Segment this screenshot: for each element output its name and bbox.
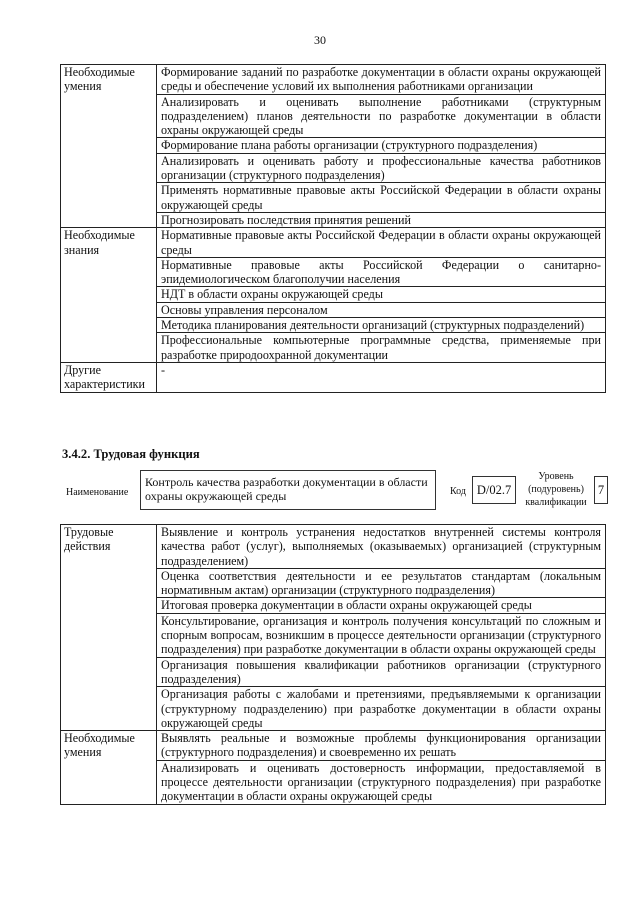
requirement-category-label: Другие характеристики [61, 362, 157, 392]
page-number: 30 [314, 33, 326, 47]
function-table [60, 524, 606, 805]
requirement-category-label: Необходимые умения [61, 731, 157, 804]
requirement-item: Нормативные правовые акты Российской Федерации в области охраны окружающей среды [157, 228, 606, 258]
table-row [61, 228, 606, 258]
requirements-table [60, 64, 606, 393]
function-table-body [61, 525, 606, 805]
requirement-item: Анализировать и оценивать выполнение работниками (структурным подразделением) планов деятельности по разработке документации в области охраны окружающей среды [157, 94, 606, 138]
requirement-category-label: Трудовые действия [61, 525, 157, 731]
function-name: Контроль качества разработки документации в области охраны окружающей среды [140, 470, 436, 510]
table-row [61, 65, 606, 95]
requirement-item: Методика планирования деятельности организаций (структурных подразделений) [157, 318, 606, 333]
requirement-item: Организация работы с жалобами и претензиями, предъявляемыми к организации (структурному подразделению) при разработке документации в области охраны окружающей среды [157, 687, 606, 731]
requirement-category-label: Необходимые умения [61, 65, 157, 228]
requirement-item: Профессиональные компьютерные программные средства, применяемые при разработке природоохранной документации [157, 333, 606, 363]
requirement-item: Выявление и контроль устранения недостатков внутренней системы контроля качества работ (услуг), выполняемых (оказываемых) организацией (структурным подразделением) [157, 525, 606, 569]
requirement-item: Формирование заданий по разработке документации в области охраны окружающей среды и обеспечение условий их выполнения работниками организации [157, 65, 606, 95]
function-name-label: Наименование [66, 487, 129, 498]
qualification-level: 7 [594, 476, 608, 504]
requirement-item: Основы управления персоналом [157, 302, 606, 317]
requirement-item: Организация повышения квалификации работников организации (структурного подразделения) [157, 657, 606, 687]
requirement-item: Нормативные правовые акты Российской Федерации о санитарно-эпидемиологическом благополучии населения [157, 257, 606, 287]
requirement-item: Консультирование, организация и контроль получения консультаций по сложным и спорным вопросам, возникшим в процессе деятельности организации (структурного подразделения) при разработке документации в области охраны окружающей среды [157, 613, 606, 657]
function-header [62, 470, 606, 514]
requirement-item: Прогнозировать последствия принятия решений [157, 212, 606, 227]
qualification-level-label: Уровень (подуровень) квалификации [525, 471, 587, 508]
table-row [61, 525, 606, 569]
function-code: D/02.7 [472, 476, 516, 504]
requirements-table-body [61, 65, 606, 393]
requirement-item: Применять нормативные правовые акты Российской Федерации в области охраны окружающей среды [157, 183, 606, 213]
function-code-label: Код [450, 486, 466, 497]
requirement-item: Анализировать и оценивать работу и профессиональные качества работников организации (структурного подразделения) [157, 153, 606, 183]
requirement-item: НДТ в области охраны окружающей среды [157, 287, 606, 302]
requirement-item: - [157, 362, 606, 392]
section-title: 3.4.2. Трудовая функция [62, 447, 200, 461]
requirement-category-label: Необходимые знания [61, 228, 157, 363]
table-row [61, 731, 606, 761]
requirement-item: Выявлять реальные и возможные проблемы функционирования организации (структурного подразделения) и своевременно их решать [157, 731, 606, 761]
requirement-item: Оценка соответствия деятельности и ее результатов стандартам (локальным нормативным актам) организации (структурного подразделения) [157, 568, 606, 598]
requirement-item: Формирование плана работы организации (структурного подразделения) [157, 138, 606, 153]
requirement-item: Анализировать и оценивать достоверность информации, предоставляемой в процессе деятельности организации (структурного подразделения) при разработке документации в области охраны окружающей среды [157, 760, 606, 804]
requirement-item: Итоговая проверка документации в области охраны окружающей среды [157, 598, 606, 613]
table-row [61, 362, 606, 392]
